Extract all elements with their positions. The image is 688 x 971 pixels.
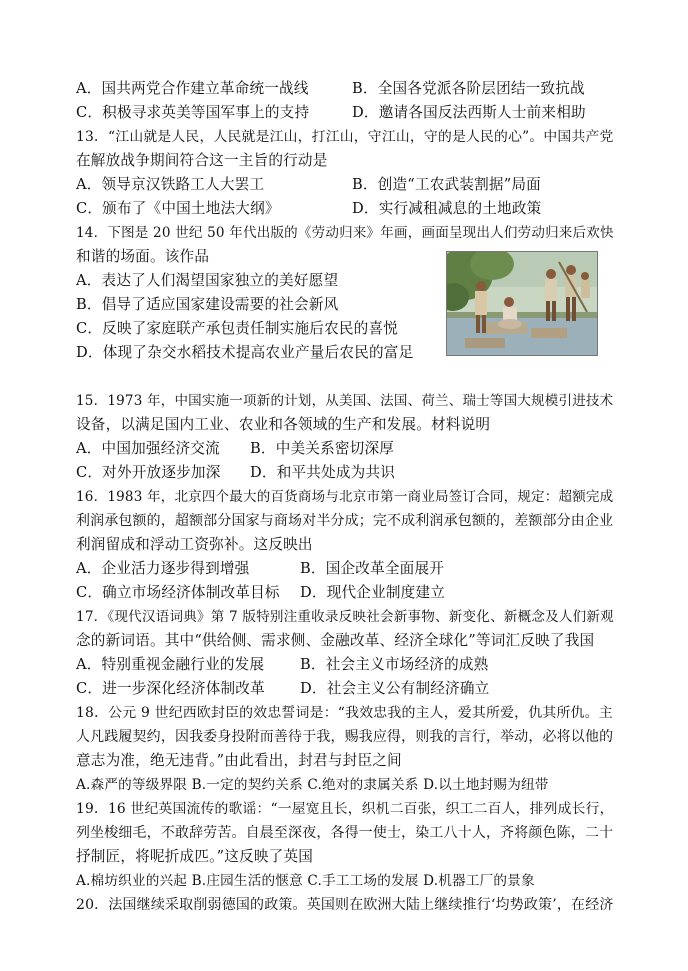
q17-stem: 17．《现代汉语词典》第 7 版特别注重收录反映社会新事物、新变化、新概念及人们新观 [76,609,614,625]
q15-option-d: D．和平共处成为共识 [250,464,396,481]
q20-stem: 20．法国继续采取削弱德国的政策。英国则在欧洲大陆上继续推行‘均势政策’，在经济 [76,897,614,913]
q14-stem: 14．下图是 20 世纪 50 年代出版的《劳动归来》年画，画面呈现出人们劳动归来后欢快 [76,225,614,241]
q16-stem-cont2: 利润留成和浮动工资弥补。这反映出 [76,536,313,553]
q17-option-a: A．特别重视金融行业的发展 [76,656,265,673]
q15-stem-cont: 设备，以满足国内工业、农业和各领域的生产和发展。材料说明 [76,416,491,433]
q17-stem-cont: 念的新词语。其中“供给侧、需求侧、金融改革、经济全球化”等词汇反映了我国 [76,632,595,649]
q15-option-b: B．中美关系密切深厚 [250,440,395,457]
q12-option-b: B．全国各党派各阶层团结一致抗战 [352,80,585,97]
q15-stem: 15．1973 年，中国实施一项新的计划，从美国、法国、荷兰、瑞士等国大规模引进技术 [76,393,614,409]
q18-stem-cont: 人凡践履契约，因我委身投附而善待于我，赐我应得，则我的言行，举动，必将以他的 [76,729,614,745]
q14-stem-cont: 和谐的场面。该作品 [76,248,210,265]
q13-option-a: A．领导京汉铁路工人大罢工 [76,176,265,193]
q16-option-c: C．确立市场经济体制改革目标 [76,584,280,601]
q19-stem-cont2: 抒制匠，将呢折成匹。”这反映了英国 [76,848,314,865]
q16-option-d: D．现代企业制度建立 [300,584,446,601]
q16-option-b: B．国企改革全面展开 [300,560,445,577]
painting-image [446,251,598,356]
q16-stem: 16．1983 年，北京四个最大的百货商场与北京市第一商业局签订合同，规定：超额完成 [76,489,614,505]
q19-options: A.棉坊织业的兴起 B.庄园生活的惬意 C.手工工场的发展 D.机器工厂的景象 [76,873,535,889]
q15-option-c: C．对外开放逐步加深 [76,464,221,481]
q18-options: A.森严的等级界限 B.一定的契约关系 C.绝对的隶属关系 D.以土地封赐为纽带 [76,777,549,793]
q12-option-a: A．国共两党合作建立革命统一战线 [76,80,309,97]
q13-option-c: C．颁布了《中国土地法大纲》 [76,200,280,217]
q17-option-d: D．社会主义公有制经济确立 [300,680,490,697]
q12-option-c: C．积极寻求英美等国军事上的支持 [76,104,310,121]
q18-stem-cont2: 意志为准，绝无违背。”由此看出，封君与封臣之间 [76,752,402,769]
q18-stem: 18．公元 9 世纪西欧封臣的效忠誓词是：“我效忠我的主人，爱其所爱，仇其所仇。主 [76,705,613,721]
q14-option-a: A．表达了人们渴望国家独立的美好愿望 [76,272,339,289]
q12-option-d: D．邀请各国反法西斯人士前来相助 [352,104,586,121]
q13-option-d: D．实行减租减息的土地政策 [352,200,542,217]
q14-option-b: B．倡导了适应国家建设需要的社会新风 [76,296,339,313]
q17-option-c: C．进一步深化经济体制改革 [76,680,265,697]
q16-stem-cont: 利润承包额的，超额部分国家与商场对半分成；完不成利润承包额的，差额部分由企业 [76,513,614,529]
q19-stem-cont: 列坐梭细毛，不敢辞劳苦。自晨至深夜，各得一使士，染工八十人，齐将颜色陈，二十 [76,825,614,841]
q14-option-d: D．体现了杂交水稻技术提高农业产量后农民的富足 [76,344,414,361]
q13-option-b: B．创造“工农武装割据”局面 [352,176,541,193]
q13-stem: 13．“江山就是人民，人民就是江山，打江山，守江山，守的是人民的心”。中国共产党 [76,129,614,145]
q13-stem-cont: 在解放战争期间符合这一主旨的行动是 [76,152,328,169]
q14-option-c: C．反映了家庭联产承包责任制实施后农民的喜悦 [76,320,399,337]
q16-option-a: A．企业活力逐步得到增强 [76,560,250,577]
q17-option-b: B．社会主义市场经济的成熟 [300,656,489,673]
q19-stem: 19．16 世纪英国流传的歌谣：“一屋宽且长，织机二百张，织工二百人，排列成长行， [76,801,614,817]
q15-option-a: A．中国加强经济交流 [76,440,220,457]
